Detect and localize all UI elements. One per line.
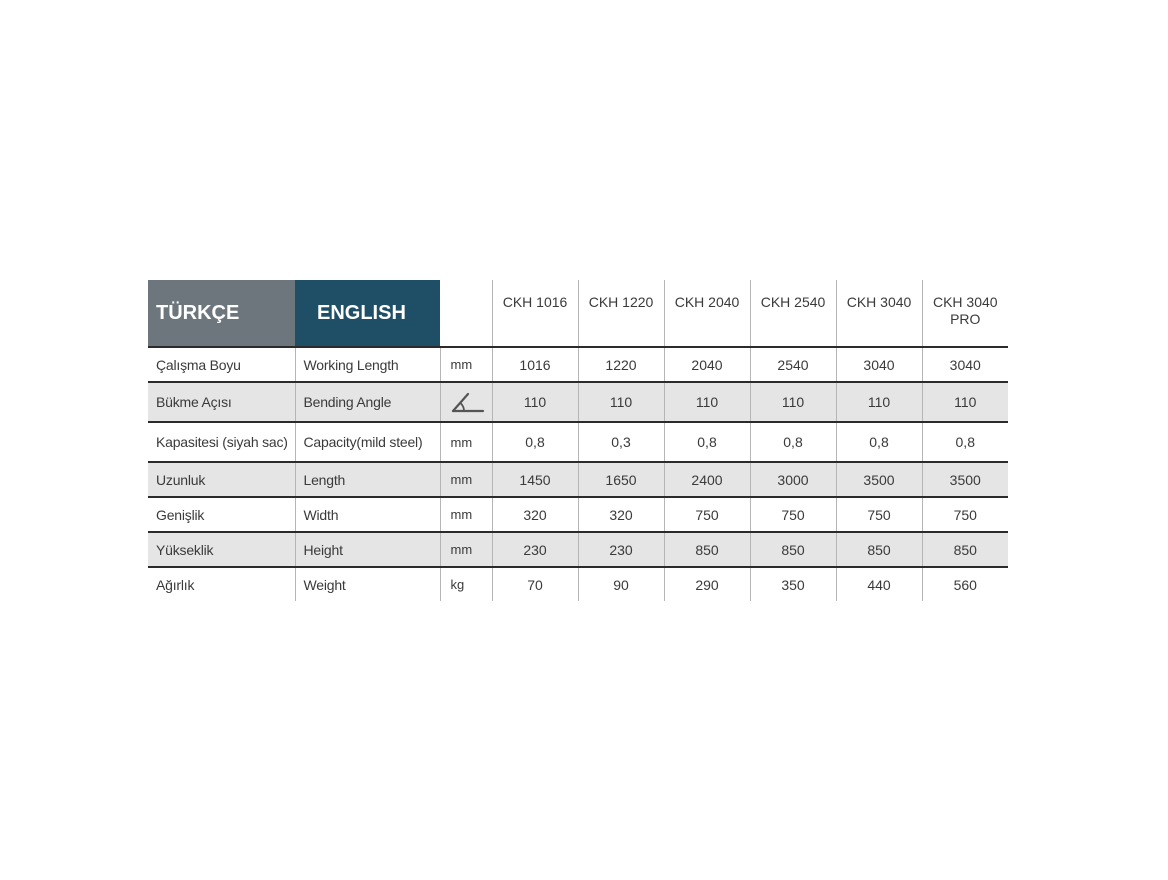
table-cell: 230 <box>578 532 664 567</box>
table-cell: 560 <box>922 567 1008 601</box>
row-unit: mm <box>440 497 492 532</box>
table-row <box>148 347 1008 382</box>
row-unit: mm <box>440 422 492 462</box>
table-row <box>148 422 1008 462</box>
row-label-tr: Uzunluk <box>148 462 295 497</box>
table-cell: 3040 <box>836 347 922 382</box>
table-cell: 290 <box>664 567 750 601</box>
table-cell: 110 <box>922 382 1008 422</box>
table-cell: 1016 <box>492 347 578 382</box>
table-cell: 850 <box>922 532 1008 567</box>
row-label-tr: Bükme Açısı <box>148 382 295 422</box>
row-label-tr: Ağırlık <box>156 576 195 593</box>
model-header-3 <box>664 280 750 347</box>
table-row <box>148 532 1008 567</box>
model-name: CKH 1220 <box>588 294 654 310</box>
model-name: CKH 2540 <box>760 294 826 310</box>
row-label-en: Width <box>295 497 440 532</box>
table-row <box>148 382 1008 422</box>
table-cell: 3500 <box>922 462 1008 497</box>
model-name: CKH 3040 <box>846 294 912 310</box>
turkish-column-header: TÜRKÇE <box>148 280 295 347</box>
table-cell: 3040 <box>922 347 1008 382</box>
table-cell: 1450 <box>492 462 578 497</box>
table-cell: 2540 <box>750 347 836 382</box>
table-cell: 110 <box>836 382 922 422</box>
row-label-en: Height <box>295 532 440 567</box>
model-header-6 <box>922 280 1008 347</box>
table-cell: 2400 <box>664 462 750 497</box>
table-cell: 0,8 <box>664 422 750 462</box>
row-label-tr: Genişlik <box>148 497 295 532</box>
row-label-en: Working Length <box>295 347 440 382</box>
model-header-4 <box>750 280 836 347</box>
row-label-tr: Yükseklik <box>148 532 295 567</box>
table-cell: 1220 <box>578 347 664 382</box>
table-cell: 110 <box>492 382 578 422</box>
table-row <box>148 462 1008 497</box>
table-header <box>148 280 1008 347</box>
table-cell: 110 <box>578 382 664 422</box>
table-cell: 850 <box>836 532 922 567</box>
table-cell: 750 <box>750 497 836 532</box>
row-label-en: Weight <box>295 567 440 601</box>
model-suffix: PRO <box>950 311 981 327</box>
table-cell: 0,3 <box>578 422 664 462</box>
table-cell: 320 <box>578 497 664 532</box>
table-cell: 440 <box>836 567 922 601</box>
row-unit: kg <box>440 567 492 601</box>
row-unit: mm <box>440 347 492 382</box>
table-cell: 110 <box>664 382 750 422</box>
table-cell: 3000 <box>750 462 836 497</box>
table-body <box>148 347 1008 601</box>
row-label-en: Bending Angle <box>295 382 440 422</box>
table-row <box>148 497 1008 532</box>
table-cell: 750 <box>664 497 750 532</box>
bending-angle-icon <box>451 390 485 414</box>
model-name: CKH 1016 <box>502 294 568 310</box>
spec-table <box>148 280 1008 601</box>
unit-column-header <box>440 280 492 347</box>
table-cell: 70 <box>492 567 578 601</box>
row-unit: mm <box>440 532 492 567</box>
table-cell: 90 <box>578 567 664 601</box>
table-cell: 230 <box>492 532 578 567</box>
table-cell: 1650 <box>578 462 664 497</box>
table-cell: 320 <box>492 497 578 532</box>
table-cell: 0,8 <box>492 422 578 462</box>
table-cell: 110 <box>750 382 836 422</box>
table-cell: 3500 <box>836 462 922 497</box>
model-header-5 <box>836 280 922 347</box>
table-cell: 750 <box>836 497 922 532</box>
model-name: CKH 2040 <box>674 294 740 310</box>
row-label-tr: Çalışma Boyu <box>148 347 295 382</box>
row-unit <box>440 382 492 422</box>
row-label-en: Capacity(mild steel) <box>295 422 440 462</box>
table-cell: 750 <box>922 497 1008 532</box>
row-label-en: Length <box>295 462 440 497</box>
model-header-2 <box>578 280 664 347</box>
table-cell: 2040 <box>664 347 750 382</box>
english-column-header: ENGLISH <box>295 280 440 347</box>
table-cell: 850 <box>664 532 750 567</box>
table-cell: 0,8 <box>750 422 836 462</box>
row-label-tr: Kapasitesi (siyah sac) <box>148 422 295 462</box>
model-header-1 <box>492 280 578 347</box>
table-cell: 0,8 <box>922 422 1008 462</box>
table-cell: 850 <box>750 532 836 567</box>
table-cell: 0,8 <box>836 422 922 462</box>
model-name: CKH 3040 <box>932 294 998 310</box>
table-cell: 350 <box>750 567 836 601</box>
row-unit: mm <box>440 462 492 497</box>
header-row <box>148 280 1008 347</box>
table-row <box>148 567 1008 601</box>
